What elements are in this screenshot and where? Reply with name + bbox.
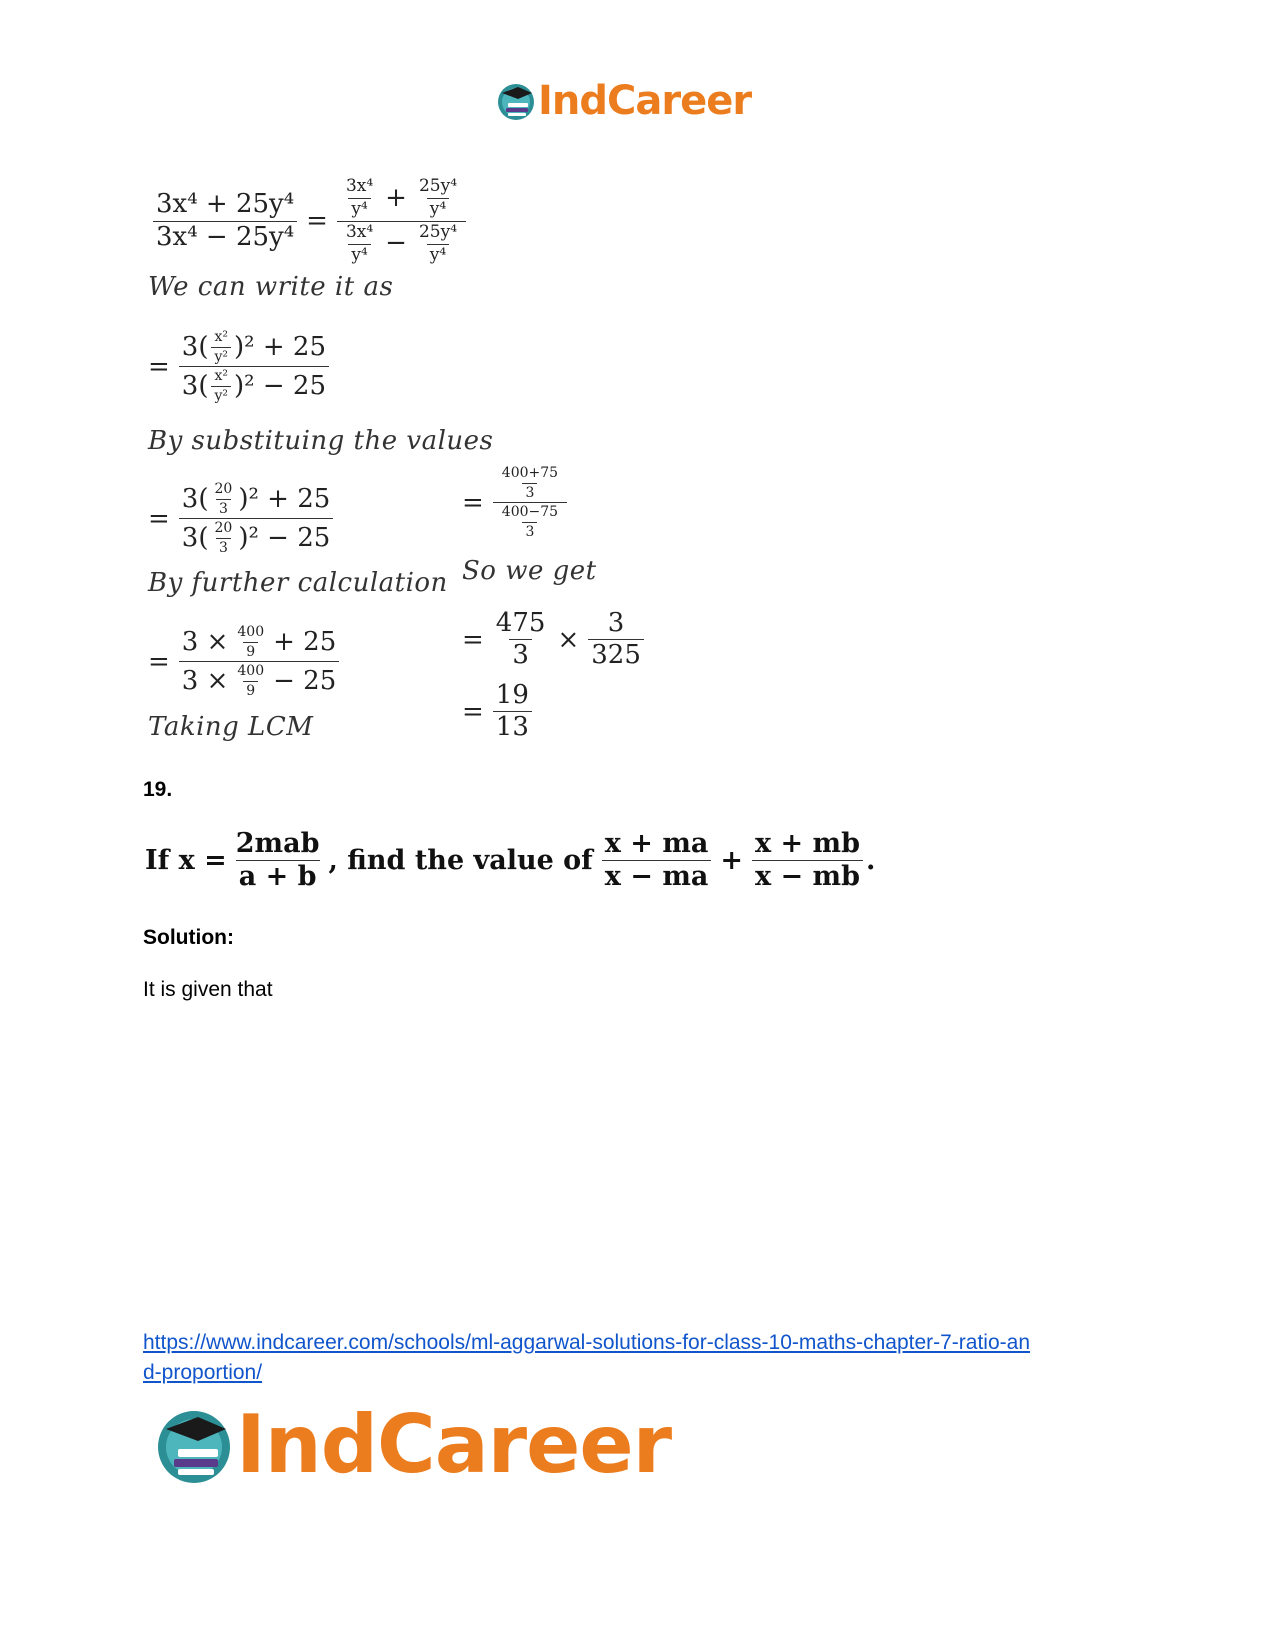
eq2-inner-den: y²: [211, 347, 231, 365]
question-f1-den: x − ma: [602, 860, 712, 891]
question-if-x: If x =: [145, 845, 227, 877]
question-find: , find the value of: [328, 845, 593, 877]
footer-link[interactable]: [143, 1328, 1030, 1388]
eq1-lhs-numerator: 3x⁴ + 25y⁴: [156, 189, 295, 220]
equation-7: = $\frac{19}{13}$: [462, 682, 535, 742]
question-statement: [145, 830, 875, 892]
step-further: By further calculation: [148, 568, 448, 598]
eq2-coef2: 3(: [181, 370, 209, 401]
eq2-inner-den2: y²: [211, 386, 231, 404]
step-substituting: By substituing the values: [148, 426, 494, 456]
equation-3: = 3( $\frac{20}{3}$ )² + 25 3( $\frac{20}{3}$ )² − 25: [148, 482, 336, 556]
question-f2-den: x − mb: [752, 860, 863, 891]
eq4-num-a: 3 ×: [181, 626, 229, 657]
question-period: .: [865, 845, 876, 877]
eq7-num: 19: [495, 680, 529, 710]
question-number: 19.: [143, 778, 173, 801]
equation-2: = 3( $\frac{\text{x²}}{\text{y²}}$ )² + 25 3( $\frac{\text{x²}}{\text{y²}}$ )² − 25: [148, 330, 332, 404]
graduation-cap-logo-icon: [496, 81, 536, 121]
eq6-b-den: 325: [588, 639, 644, 669]
eq3-inner-num2: 20: [214, 520, 233, 537]
eq4-frac-num2: 400: [237, 663, 265, 680]
footer-brand: IndCareer: [236, 1398, 672, 1491]
eq1-term-d2: y⁴: [427, 244, 449, 265]
question-x-num: 2mab: [235, 828, 320, 859]
eq3-inner-num: 20: [214, 481, 233, 497]
question-f2-num: x + mb: [755, 828, 860, 859]
eq2-inner-num: x²: [214, 329, 228, 345]
step-write-as: We can write it as: [148, 272, 394, 302]
eq6-a-num: 475: [495, 608, 546, 638]
question-f1-num: x + ma: [604, 828, 709, 859]
eq5-top-den: 3: [522, 483, 537, 501]
footer-logo: [154, 1398, 671, 1491]
question-plus: +: [720, 845, 744, 877]
eq3-den-tail: )² − 25: [238, 522, 331, 553]
eq3-coef: 3(: [181, 483, 209, 514]
eq3-inner-den: 3: [216, 499, 231, 517]
footer-link-line2[interactable]: d-proportion/: [143, 1361, 263, 1384]
eq1-term-a2: 3x⁴: [345, 221, 374, 242]
eq4-den-a: 3 ×: [181, 665, 229, 696]
graduation-cap-logo-icon: [154, 1405, 234, 1485]
eq3-num-tail: )² + 25: [238, 483, 331, 514]
eq1-term-b: y⁴: [348, 198, 370, 219]
eq4-den-b: − 25: [273, 665, 337, 696]
eq2-inner-num2: x²: [214, 368, 228, 385]
eq1-term-c2: 25y⁴: [418, 221, 458, 242]
eq2-coef: 3(: [181, 331, 209, 362]
eq1-term-d: y⁴: [427, 198, 449, 219]
eq4-frac-num: 400: [237, 624, 265, 640]
eq6-a-den: 3: [509, 639, 532, 669]
question-x-den: a + b: [236, 860, 320, 891]
eq1-term-b2: y⁴: [348, 244, 370, 265]
eq5-bot-num: 400−75: [501, 504, 559, 521]
eq1-term-a: 3x⁴: [345, 176, 374, 196]
eq4-num-b: + 25: [273, 626, 337, 657]
solution-text: It is given that: [143, 978, 273, 1001]
eq5-top-num: 400+75: [501, 465, 559, 481]
eq4-frac-den: 9: [243, 642, 258, 660]
header-logo: [496, 78, 751, 124]
step-lcm: Taking LCM: [148, 712, 314, 742]
eq2-num-tail: )² + 25: [234, 331, 326, 362]
solution-label: Solution:: [143, 926, 234, 949]
footer-link-line1[interactable]: https://www.indcareer.com/schools/ml-aggarwal-solutions-for-class-10-maths-chapter-7-ratio-an: [143, 1331, 1030, 1354]
equation-1: $\frac{\text{3x⁴ + 25y⁴}}{\text{3x⁴ − 25y⁴}}$ = $\frac{\text{3x⁴}}{\text{y⁴}}$ + $\frac{\text{25y⁴}}{\text{y⁴}}$ $\frac{\text{3x⁴}}{\text{y⁴}}$ − $\frac{\text{25y⁴}}{\text{y⁴}}$: [150, 178, 469, 264]
equation-6: = $\frac{475}{3}$ × $\frac{3}{325}$: [462, 610, 647, 670]
eq6-b-num: 3: [607, 608, 625, 638]
eq3-inner-den2: 3: [216, 538, 231, 556]
eq4-frac-den2: 9: [243, 681, 258, 699]
eq3-coef2: 3(: [181, 522, 209, 553]
eq1-term-c: 25y⁴: [418, 176, 458, 196]
step-so-we-get: So we get: [462, 556, 597, 586]
equation-4: = 3 × $\frac{400}{9}$ + 25 3 × $\frac{400}{9}$ − 25: [148, 625, 342, 699]
equation-5: = $\frac{\frac{400+75}{3}}{\frac{400-75}{3}}$: [462, 466, 570, 540]
eq1-lhs-denominator: 3x⁴ − 25y⁴: [153, 221, 297, 251]
header-brand: IndCareer: [538, 78, 752, 124]
eq7-den: 13: [493, 711, 532, 741]
eq5-bot-den: 3: [522, 522, 537, 540]
eq2-den-tail: )² − 25: [234, 370, 326, 401]
